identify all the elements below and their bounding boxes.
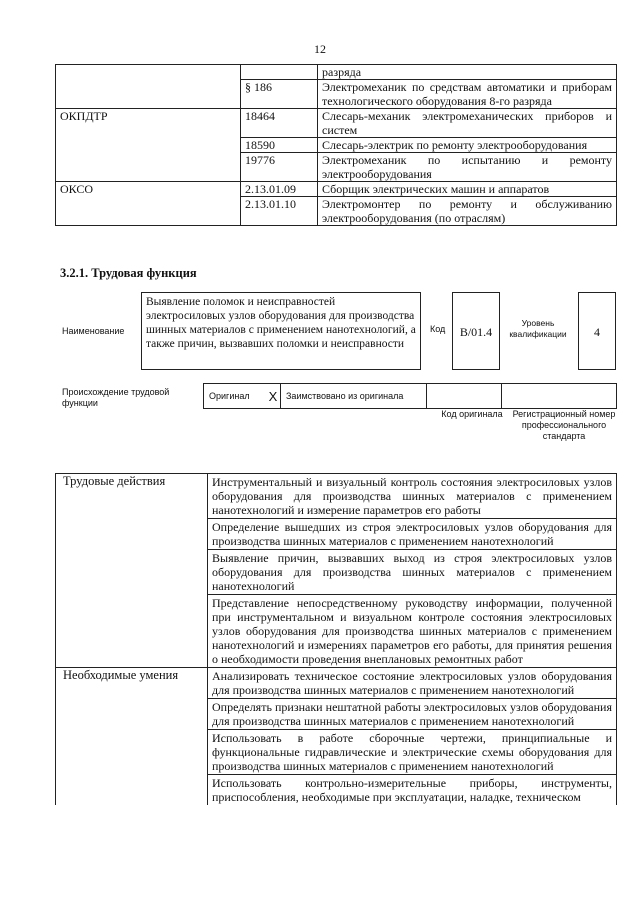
classifier-cell: ОКПДТР bbox=[56, 109, 241, 182]
qualification-level-box: 4 bbox=[578, 292, 616, 370]
section-title: 3.2.1. Трудовая функция bbox=[60, 266, 197, 280]
table-row bbox=[56, 668, 617, 699]
name-label: Наименование bbox=[62, 326, 125, 336]
classifier-cell: ОКСО bbox=[56, 182, 241, 226]
item-cell: Определять признаки нештатной работы электросиловых узлов оборудования для производства шинных материалов с применением нанотехнологий bbox=[208, 699, 617, 730]
table-row bbox=[56, 65, 617, 80]
code-cell bbox=[241, 65, 318, 80]
item-cell: Инструментальный и визуальный контроль состояния электросиловых узлов оборудования для производства шинных материалов с применением нанотехнологий и измерение параметров его работы bbox=[208, 474, 617, 519]
name-cell: Электромеханик по испытанию и ремонту электрооборудования bbox=[318, 153, 617, 182]
origin-label: Происхождение трудовой функции bbox=[62, 387, 170, 408]
name-cell: Электромеханик по средствам автоматики и приборам технологического оборудования 8-го разряда bbox=[318, 80, 617, 109]
code-cell: 2.13.01.09 bbox=[241, 182, 318, 197]
borrowed-label: Заимствовано из оригинала bbox=[281, 384, 427, 409]
registration-number-cell bbox=[502, 384, 617, 409]
code-cell: 18464 bbox=[241, 109, 318, 138]
function-name-box: Выявление поломок и неисправностей электросиловых узлов оборудования для производства шинных материалов с применением нанотехнологий, а также причин, вызвавших поломки и неисправности bbox=[141, 292, 421, 370]
category-cell: Трудовые действия bbox=[56, 474, 208, 668]
function-details-table bbox=[55, 473, 617, 805]
code-cell: 19776 bbox=[241, 153, 318, 182]
item-cell: Использовать контрольно-измерительные приборы, инструменты, приспособления, необходимые при эксплуатации, наладке, техническом bbox=[208, 775, 617, 806]
registration-number-caption: Регистрационный номер профессионального стандарта bbox=[512, 409, 616, 441]
item-cell: Определение вышедших из строя электросиловых узлов оборудования для производства шинных материалов с применением нанотехнологий bbox=[208, 519, 617, 550]
code-cell: 18590 bbox=[241, 138, 318, 153]
name-cell: разряда bbox=[318, 65, 617, 80]
item-cell: Использовать в работе сборочные чертежи, принципиальные и функциональные гидравлические и электрические схемы оборудования для производства шинных материалов с применением нанотехнологий bbox=[208, 730, 617, 775]
original-code-caption: Код оригинала bbox=[441, 409, 503, 419]
name-cell: Слесарь-механик электромеханических приборов и систем bbox=[318, 109, 617, 138]
name-cell: Сборщик электрических машин и аппаратов bbox=[318, 182, 617, 197]
table-row bbox=[56, 109, 617, 138]
page-number: 12 bbox=[314, 42, 326, 56]
table-row bbox=[204, 384, 617, 409]
table-row bbox=[56, 474, 617, 519]
origin-table bbox=[203, 383, 617, 409]
name-cell: Слесарь-электрик по ремонту электрооборудования bbox=[318, 138, 617, 153]
item-cell: Представление непосредственному руководству информации, полученной при инструментальном и визуальном контроле состояния электросиловых узлов оборудования для производства шинных материалов с применением нанотехнологий и измерениях параметров его работы, для принятия решения о необходимости проведения внеплановых ремонтных работ bbox=[208, 595, 617, 668]
code-cell: 2.13.01.10 bbox=[241, 197, 318, 226]
original-mark: X bbox=[266, 384, 281, 409]
codes-table bbox=[55, 64, 617, 226]
function-code-box: B/01.4 bbox=[452, 292, 500, 370]
original-code-cell bbox=[427, 384, 502, 409]
item-cell: Анализировать техническое состояние электросиловых узлов оборудования для производства шинных материалов с применением нанотехнологий bbox=[208, 668, 617, 699]
item-cell: Выявление причин, вызвавших выход из строя электросиловых узлов оборудования для производства шинных материалов с применением нанотехнологий bbox=[208, 550, 617, 595]
code-cell: § 186 bbox=[241, 80, 318, 109]
qualification-level-label: Уровень квалификации bbox=[509, 318, 567, 339]
category-cell: Необходимые умения bbox=[56, 668, 208, 806]
table-row bbox=[56, 182, 617, 197]
code-label: Код bbox=[430, 324, 446, 334]
original-label: Оригинал bbox=[204, 384, 267, 409]
classifier-cell bbox=[56, 65, 241, 109]
name-cell: Электромонтер по ремонту и обслуживанию электрооборудования (по отраслям) bbox=[318, 197, 617, 226]
